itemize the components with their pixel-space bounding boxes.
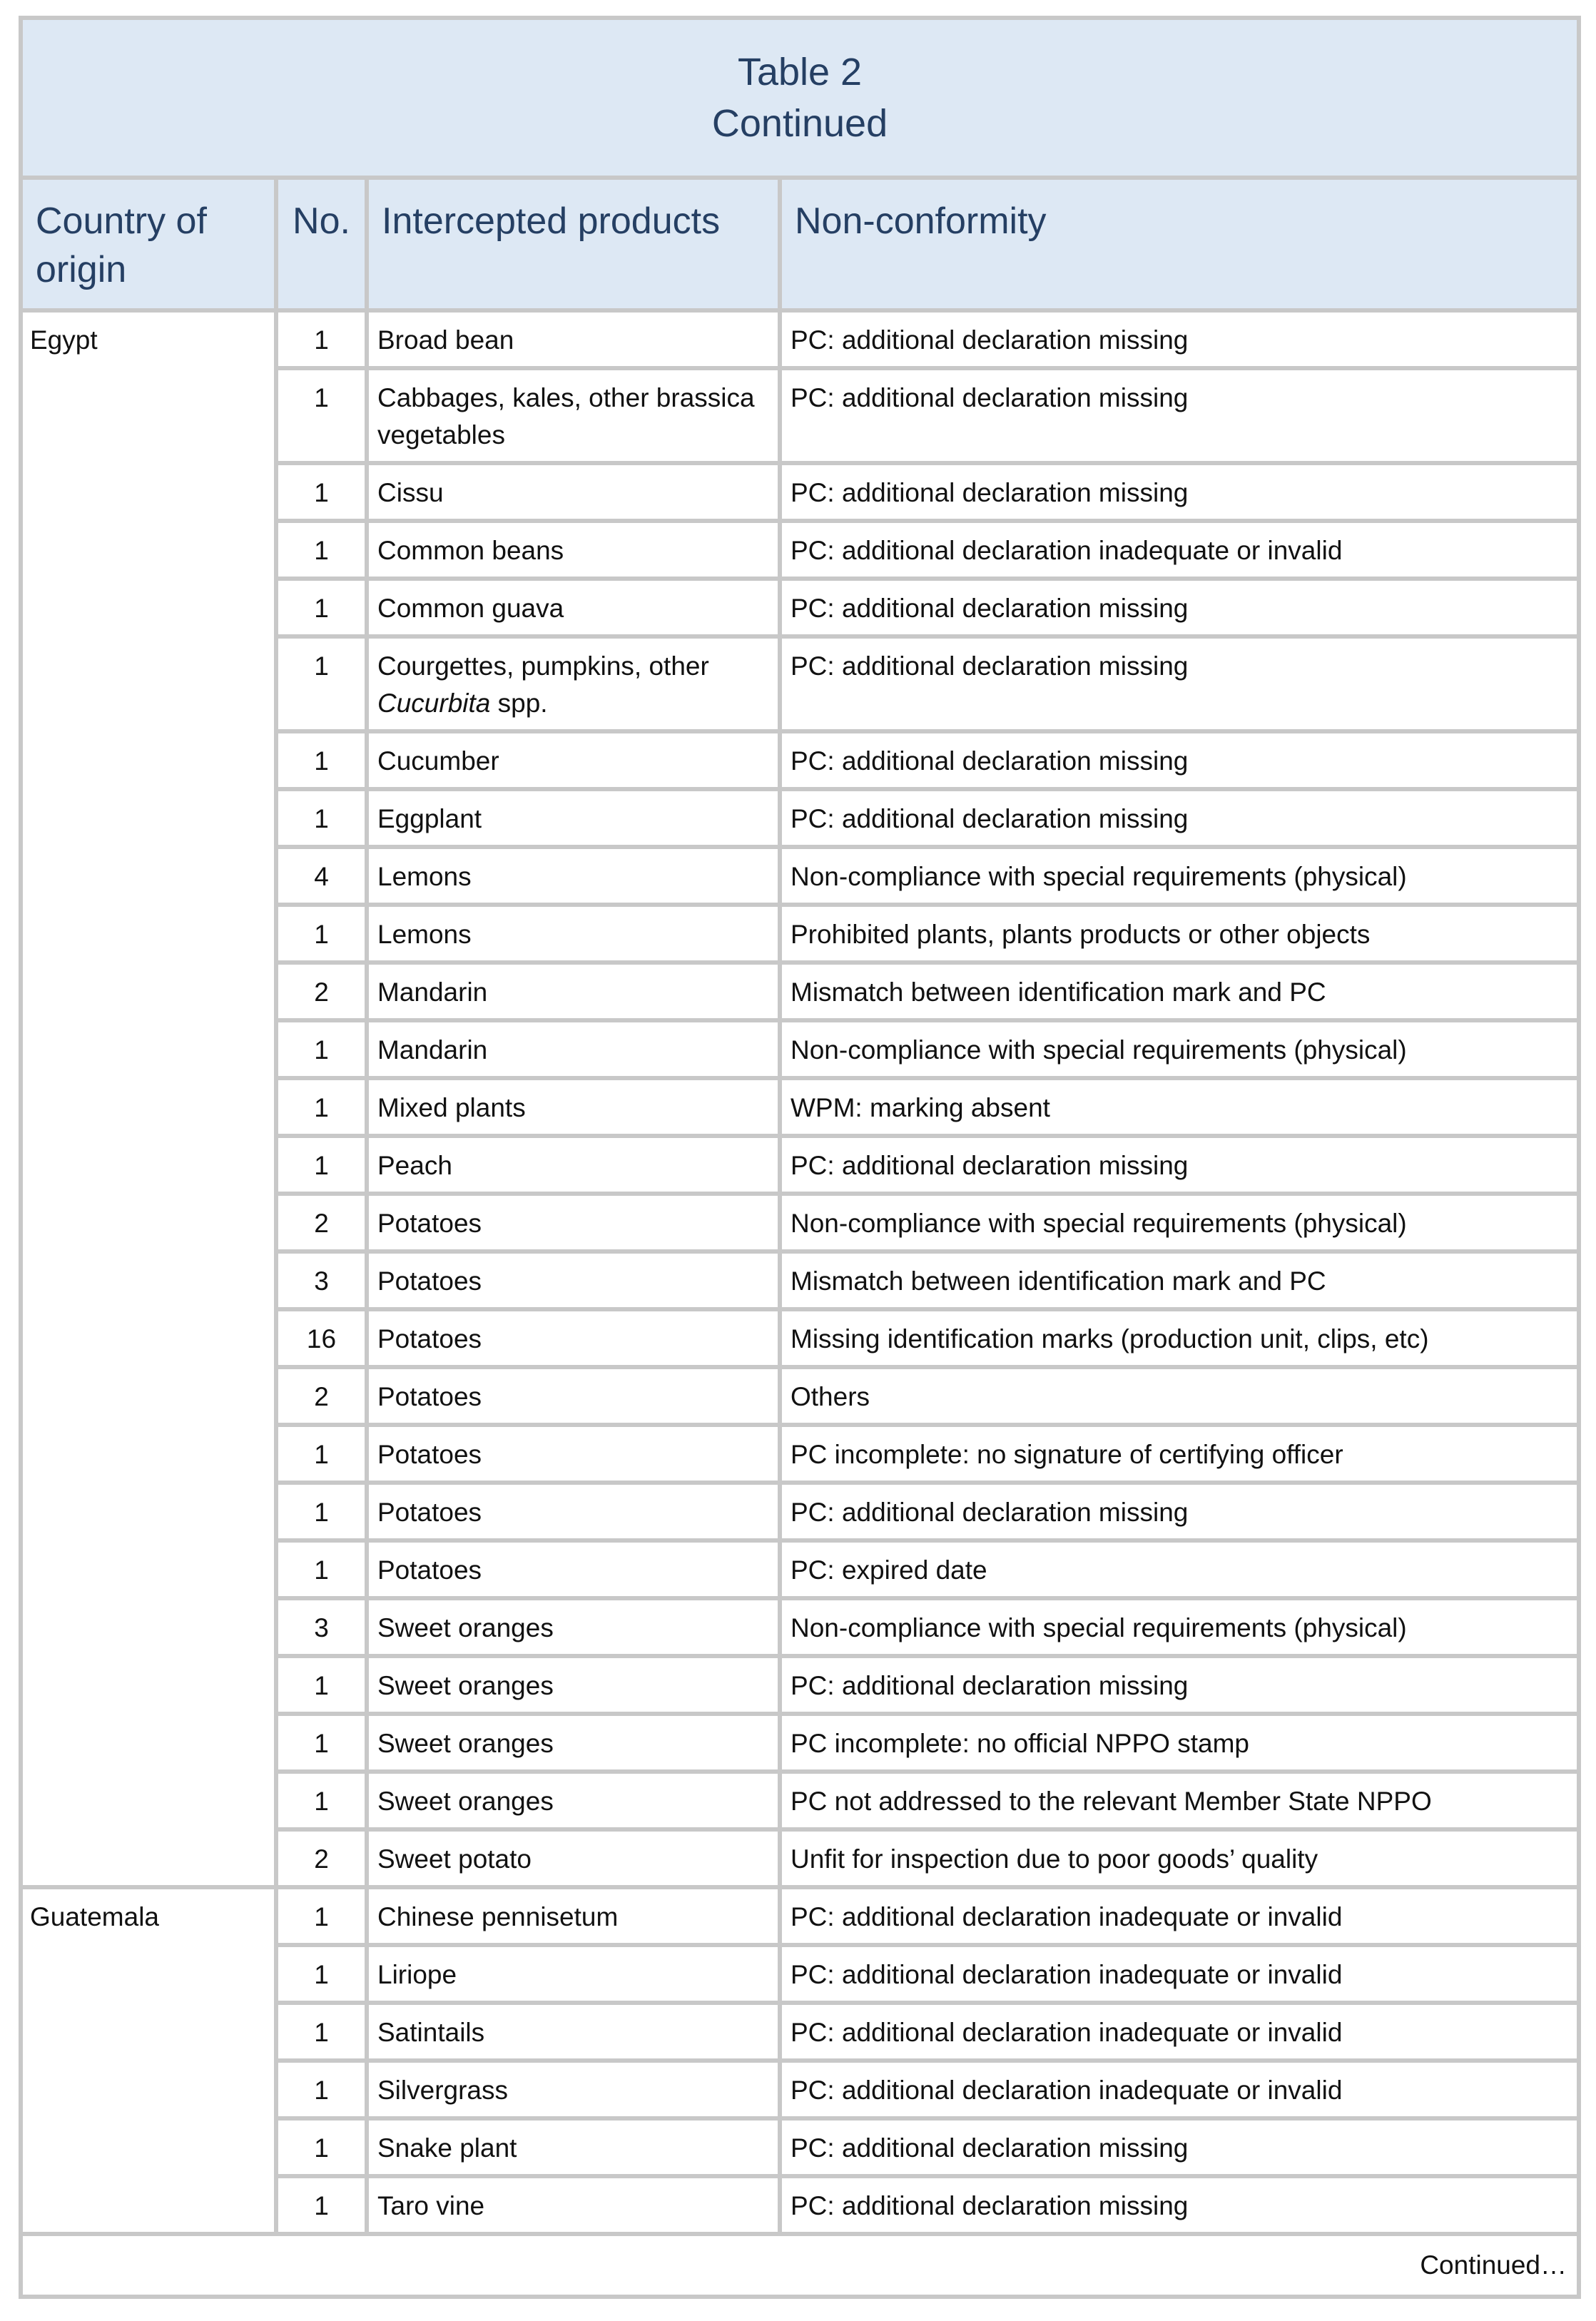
table-row: [21, 1887, 1579, 1945]
nonconformity-cell: Missing identification marks (production unit, clips, etc): [780, 1309, 1579, 1367]
nonconformity-cell: PC: additional declaration inadequate or invalid: [780, 2061, 1579, 2118]
count-cell: 1: [276, 2118, 367, 2176]
count-cell: 1: [276, 905, 367, 963]
count-cell: 1: [276, 1020, 367, 1078]
table-body: [21, 310, 1579, 2234]
product-cell: Potatoes: [367, 1309, 780, 1367]
count-cell: 1: [276, 1483, 367, 1540]
product-cell: Cabbages, kales, other brassica vegetables: [367, 368, 780, 463]
nonconformity-cell: Mismatch between identification mark and PC: [780, 1251, 1579, 1309]
nonconformity-cell: PC: additional declaration missing: [780, 579, 1579, 636]
continued-note: Continued…: [21, 2234, 1579, 2297]
count-cell: 3: [276, 1251, 367, 1309]
table-title-line2: Continued: [711, 102, 888, 145]
nonconformity-cell: PC: additional declaration missing: [780, 789, 1579, 847]
header-products: Intercepted products: [367, 178, 780, 310]
product-cell: Potatoes: [367, 1367, 780, 1425]
count-cell: 1: [276, 310, 367, 368]
product-cell: Potatoes: [367, 1251, 780, 1309]
product-cell: Sweet oranges: [367, 1772, 780, 1829]
nonconformity-cell: Unfit for inspection due to poor goods’ quality: [780, 1829, 1579, 1887]
nonconformity-cell: PC: additional declaration missing: [780, 1136, 1579, 1194]
count-cell: 1: [276, 1887, 367, 1945]
count-cell: 2: [276, 1829, 367, 1887]
footer-row: [21, 2234, 1579, 2297]
nonconformity-cell: PC: additional declaration inadequate or invalid: [780, 1887, 1579, 1945]
nonconformity-cell: Non-compliance with special requirements (physical): [780, 1020, 1579, 1078]
product-cell: Sweet oranges: [367, 1656, 780, 1714]
product-cell: Potatoes: [367, 1483, 780, 1540]
product-cell: Snake plant: [367, 2118, 780, 2176]
count-cell: 1: [276, 731, 367, 789]
table-row: [21, 310, 1579, 368]
count-cell: 2: [276, 1194, 367, 1251]
table-page: [19, 16, 1577, 2299]
nonconformity-cell: PC: additional declaration inadequate or invalid: [780, 2003, 1579, 2061]
product-cell: Taro vine: [367, 2176, 780, 2234]
count-cell: 1: [276, 579, 367, 636]
product-cell: [367, 636, 780, 731]
table-title-line1: Table 2: [737, 51, 863, 93]
nonconformity-cell: PC: additional declaration inadequate or invalid: [780, 521, 1579, 579]
product-cell: Broad bean: [367, 310, 780, 368]
product-cell: Sweet oranges: [367, 1598, 780, 1656]
nonconformity-cell: PC: additional declaration missing: [780, 2118, 1579, 2176]
country-cell: Egypt: [21, 310, 276, 1887]
count-cell: 1: [276, 463, 367, 521]
count-cell: 1: [276, 1425, 367, 1483]
count-cell: 1: [276, 1772, 367, 1829]
header-country: Country of origin: [21, 178, 276, 310]
count-cell: 4: [276, 847, 367, 905]
count-cell: 1: [276, 2176, 367, 2234]
nonconformity-cell: Non-compliance with special requirements (physical): [780, 847, 1579, 905]
header-no: No.: [276, 178, 367, 310]
product-cell: Mandarin: [367, 963, 780, 1020]
product-cell: Mandarin: [367, 1020, 780, 1078]
country-cell: Guatemala: [21, 1887, 276, 2234]
count-cell: 1: [276, 1078, 367, 1136]
nonconformity-cell: PC: additional declaration missing: [780, 1483, 1579, 1540]
count-cell: 1: [276, 521, 367, 579]
product-cell: Common guava: [367, 579, 780, 636]
nonconformity-cell: Others: [780, 1367, 1579, 1425]
nonconformity-cell: WPM: marking absent: [780, 1078, 1579, 1136]
product-cell: Sweet potato: [367, 1829, 780, 1887]
product-cell: Lemons: [367, 905, 780, 963]
count-cell: 1: [276, 636, 367, 731]
count-cell: 3: [276, 1598, 367, 1656]
product-cell: Eggplant: [367, 789, 780, 847]
count-cell: 1: [276, 1714, 367, 1772]
nonconformity-cell: PC: additional declaration inadequate or invalid: [780, 1945, 1579, 2003]
count-cell: 1: [276, 1656, 367, 1714]
product-cell: Mixed plants: [367, 1078, 780, 1136]
product-suffix: spp.: [490, 689, 548, 718]
product-cell: Cissu: [367, 463, 780, 521]
title-row: [21, 18, 1579, 178]
count-cell: 1: [276, 789, 367, 847]
product-cell: Chinese pennisetum: [367, 1887, 780, 1945]
nonconformity-cell: Mismatch between identification mark and PC: [780, 963, 1579, 1020]
nonconformity-cell: Non-compliance with special requirements (physical): [780, 1194, 1579, 1251]
product-cell: Potatoes: [367, 1540, 780, 1598]
product-cell: Satintails: [367, 2003, 780, 2061]
count-cell: 1: [276, 2061, 367, 2118]
count-cell: 1: [276, 1540, 367, 1598]
product-cell: Potatoes: [367, 1425, 780, 1483]
table-title: [21, 18, 1579, 178]
nonconformity-cell: Non-compliance with special requirements (physical): [780, 1598, 1579, 1656]
product-cell: Cucumber: [367, 731, 780, 789]
nonconformity-cell: PC incomplete: no signature of certifying officer: [780, 1425, 1579, 1483]
count-cell: 2: [276, 963, 367, 1020]
nonconformity-cell: PC incomplete: no official NPPO stamp: [780, 1714, 1579, 1772]
header-nonconformity: Non-conformity: [780, 178, 1579, 310]
nonconformity-cell: PC: additional declaration missing: [780, 2176, 1579, 2234]
product-text: Courgettes, pumpkins, other: [377, 651, 709, 681]
nonconformity-cell: PC: additional declaration missing: [780, 368, 1579, 463]
count-cell: 2: [276, 1367, 367, 1425]
product-cell: Silvergrass: [367, 2061, 780, 2118]
product-cell: Peach: [367, 1136, 780, 1194]
nonconformity-cell: PC: expired date: [780, 1540, 1579, 1598]
nonconformity-cell: PC: additional declaration missing: [780, 310, 1579, 368]
nonconformity-cell: PC: additional declaration missing: [780, 731, 1579, 789]
count-cell: 1: [276, 1945, 367, 2003]
nonconformity-cell: PC: additional declaration missing: [780, 463, 1579, 521]
interceptions-table: [19, 16, 1581, 2299]
header-row: [21, 178, 1579, 310]
product-cell: Potatoes: [367, 1194, 780, 1251]
product-cell: Sweet oranges: [367, 1714, 780, 1772]
product-cell: Common beans: [367, 521, 780, 579]
count-cell: 1: [276, 1136, 367, 1194]
product-genus: Cucurbita: [377, 689, 491, 718]
product-cell: Lemons: [367, 847, 780, 905]
product-cell: Liriope: [367, 1945, 780, 2003]
nonconformity-cell: PC not addressed to the relevant Member State NPPO: [780, 1772, 1579, 1829]
count-cell: 1: [276, 368, 367, 463]
nonconformity-cell: PC: additional declaration missing: [780, 636, 1579, 731]
nonconformity-cell: PC: additional declaration missing: [780, 1656, 1579, 1714]
count-cell: 16: [276, 1309, 367, 1367]
count-cell: 1: [276, 2003, 367, 2061]
nonconformity-cell: Prohibited plants, plants products or other objects: [780, 905, 1579, 963]
